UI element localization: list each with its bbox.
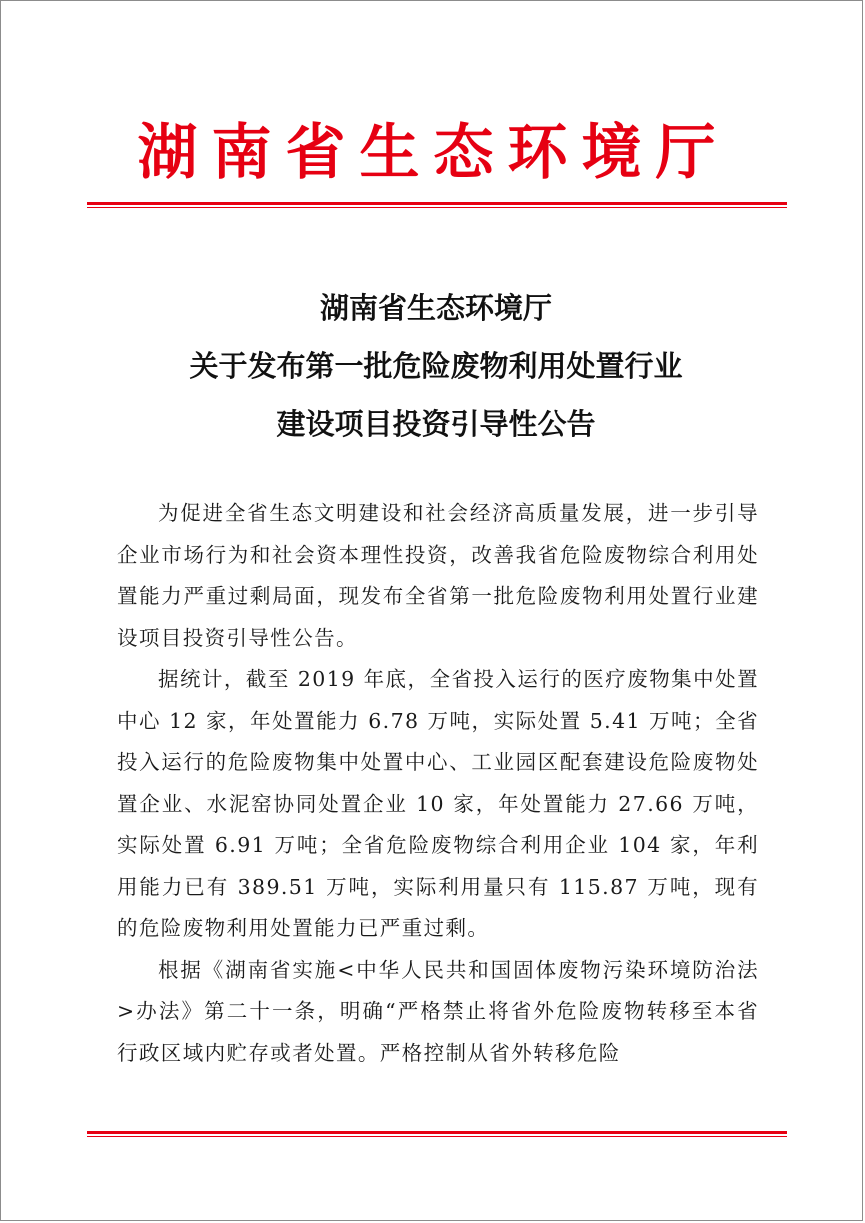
header-red-rule	[87, 202, 787, 208]
body-paragraph-3: 根据《湖南省实施<中华人民共和国固体废物污染环境防治法>办法》第二十一条，明确“严格禁止将省外危险废物转移至本省行政区域内贮存或者处置。严格控制从省外转移危险	[117, 957, 759, 1065]
title-line-2: 关于发布第一批危险废物利用处置行业	[189, 349, 683, 383]
document-body	[117, 493, 759, 1074]
body-paragraph-1: 为促进全省生态文明建设和社会经济高质量发展，进一步引导企业市场行为和社会资本理性投资，改善我省危险废物综合利用处置能力严重过剩局面，现发布全省第一批危险废物利用处置行业建设项目投资引导性公告。	[117, 501, 759, 650]
document-title	[91, 279, 781, 453]
title-line-3: 建设项目投资引导性公告	[276, 407, 596, 441]
org-header: 湖南省生态环境厅	[137, 118, 730, 188]
footer-red-rule	[87, 1131, 787, 1137]
title-line-1: 湖南省生态环境厅	[319, 291, 552, 325]
body-paragraph-2: 据统计，截至 2019 年底，全省投入运行的医疗废物集中处置中心 12 家，年处置能力 6.78 万吨，实际处置 5.41 万吨；全省投入运行的危险废物集中处置中心、工业园区配套建设危险废物处置企业、水泥窑协同处置企业 10 家，年处置能力 27.66 万吨，实际处置 6.91 万吨；全省危险废物综合利用企业 104 家，年利用能力已有 389.51 万吨，实际利用量只有 115.87 万吨，现有的危险废物利用处置能力已严重过剩。	[117, 667, 759, 940]
